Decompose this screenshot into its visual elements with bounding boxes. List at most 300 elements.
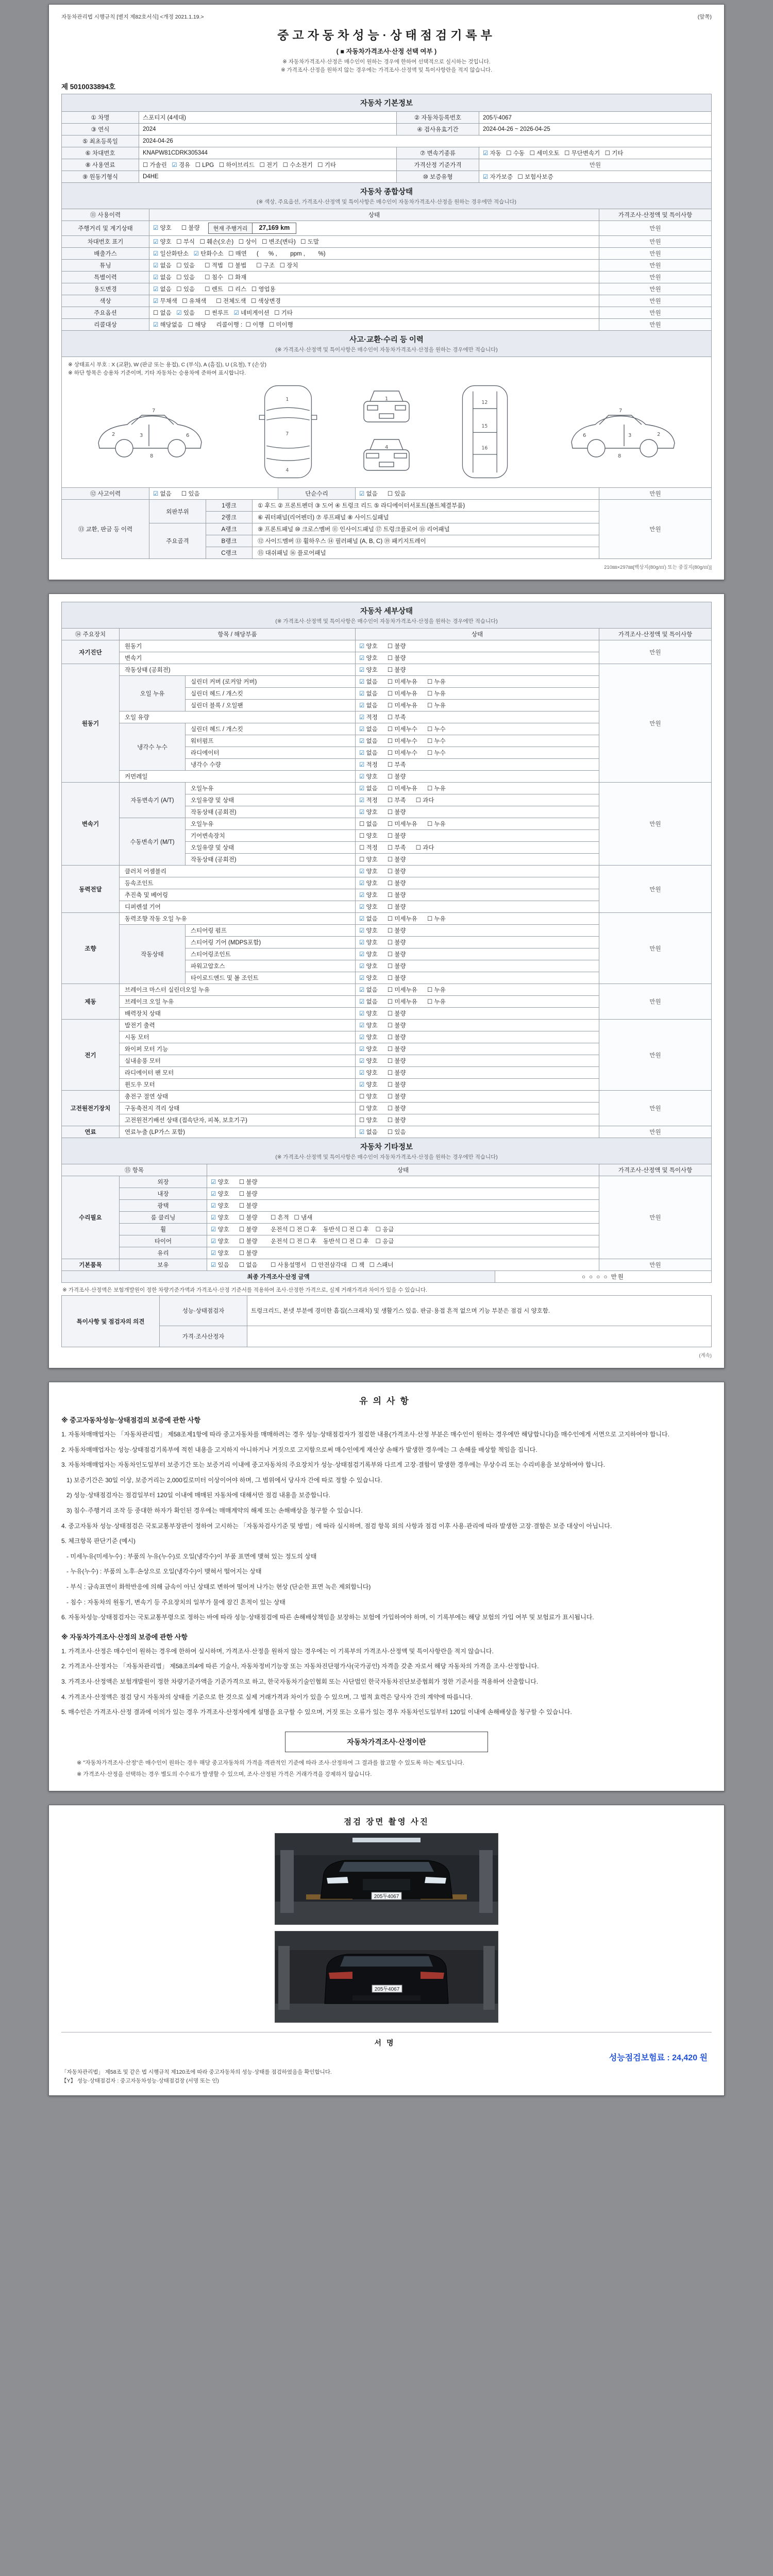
notice-paragraph: 2. 자동차매매업자는 성능·상태점검기록부에 적힌 내용을 고지하지 아니하거나 거짓으로 고지함으로써 매수인에게 재산상 손해가 발생한 경우에는 그 손해를 배상할 책임을 집니다. [61,1446,537,1453]
detail-title-note: (※ 가격조사·산정액 및 특이사항은 매수인이 자동차가격조사·산정을 원하는 경우에만 적습니다) [275,618,498,625]
inspection-insurance-premium: 성능점검보험료 : 24,420 원 [609,2054,708,2063]
detail-item: 윈도우 모터 [120,1079,356,1091]
inspection-photos-title: 점검 장면 촬영 사진 [344,1818,429,1827]
detail-item: 클러치 어셈블리 [120,866,356,877]
notice-paragraph: 3) 침수·주행거리 조작 등 중대한 하자가 확인된 경우에는 매매계약의 해제 또는 손해배상을 청구할 수 있습니다. [61,1507,363,1514]
vin-value: KNAPW81CDRK305344 [139,147,397,159]
mileage-row-label: 주행거리 및 계기상태 [62,221,149,235]
detail-status: ☑ 양호 ☐ 불량 [356,806,599,818]
signature-legal-line-2: 【Y】 성능·상태점검자 : 중고자동차성능·상태점검장 (서명 또는 인) [61,2078,219,2084]
vin-mark-status: ☑ 양호 ☐ 부식 ☐ 훼손(오손) ☐ 상이 ☐ 변조(변타) ☐ 도말 [149,235,599,247]
detail-price: 만원 [599,866,711,913]
base-price-label: 가격산정 기준가격 [397,159,479,171]
notice-paragraph: 5. 매수인은 가격조사·산정 결과에 이의가 있는 경우 가격조사·산정자에게 설명을 요구할 수 있으며, 거짓 또는 오류가 있는 경우 자동차인도일부터 120일 이내에 손해배상을 청구할 수 있습니다. [61,1708,572,1716]
appraiser-label: 가격·조사산정자 [160,1326,247,1347]
basic-items-price: 만원 [599,1259,712,1271]
svg-text:15: 15 [481,423,488,430]
detail-item: 라디에이터 [186,747,356,759]
accident-title-note: (※ 가격조사·산정액 및 특이사항은 매수인이 자동차가격조사·산정을 원하는 경우에만 적습니다) [275,346,498,353]
document-page [48,0,725,2096]
detail-status: ☑ 양호 ☐ 불량 [356,1020,599,1031]
notice-paragraph: 1. 자동차매매업자는 「자동차관리법」 제58조제1항에 따라 중고자동차를 매매하려는 경우 성능·상태점검자가 점검한 내용(가격조사·산정 부분은 매수인이 원하는 경우에만 해당합니다)을 매수인에게 서면으로 고지하여야 합니다. [61,1431,669,1438]
detail-col-price: 가격조사·산정액 및 특이사항 [599,629,711,640]
extra-info-table [61,1138,712,1271]
detail-item: 충전구 절연 상태 [120,1091,356,1103]
rank1-label: 1랭크 [206,500,253,512]
main-option-status: ☐ 없음 ☑ 있음 ☐ 썬루프 ☑ 네비게이션 ☐ 기타 [149,307,599,318]
steering-work-label: 작동상태 [120,925,186,984]
svg-text:7: 7 [285,431,289,437]
extra-status: ☑ 양호 ☐ 불량 [207,1176,599,1188]
usage-change-status: ☑ 없음 ☐ 있음 ☐ 렌트 ☐ 리스 ☐ 영업용 [149,283,599,295]
inspection-photo-front [275,1833,498,1925]
extra-item: 휠 [120,1224,207,1235]
simple-repair-label: 단순수리 [278,488,356,500]
extra-status: ☑ 양호 ☐ 불량 ☐ 흔적 ☐ 냄새 [207,1212,599,1224]
current-mileage-value: 27,169 km [259,224,290,231]
notice-paragraph: 4. 중고자동차 성능·상태점검은 국토교통부장관이 정하여 고시하는 「자동차검사기준 및 방법」에 따라 실시하며, 점검 항목 외의 사항과 점검 이후 사용·관리에 따라 발생한 고장·결함은 보증 대상이 아닙니다. [61,1522,612,1530]
detail-item: 오일유량 및 상태 [186,842,356,854]
tuning-label: 튜닝 [62,259,149,271]
rankC-label: C랭크 [206,547,253,559]
final-price-label: 최종 가격조사·산정 금액 [62,1271,495,1283]
extra-col-status: 상태 [207,1164,599,1176]
svg-text:6: 6 [186,433,190,439]
vin-mark-label: 차대번호 표기 [62,235,149,247]
detail-item: 디퍼렌셜 기어 [120,901,356,913]
special-history-label: 특별이력 [62,271,149,283]
paper-spec: 210㎜×297㎜[백상지(80g/㎡) 또는 중질지(80g/㎡)] [604,565,712,571]
reg-no-label: ② 자동차등록번호 [397,111,479,123]
status-code-legend-2: ※ 하단 항목은 승용차 기준이며, 기타 자동차는 승용차에 준하여 표시합니다. [68,369,246,376]
notice-paragraph: 3. 가격조사·산정액은 보험개발원이 정한 차량기준가액을 기준가격으로 하고, 한국자동차기술인협회 또는 사단법인 한국자동차진단보증협회가 정한 기준서를 적용하여 산출합니다. [61,1677,539,1685]
car-diagram-side-right [556,396,685,468]
detail-item: 냉각수 수량 [186,759,356,771]
special-history-price: 만원 [599,271,712,283]
detail-col-status: 상태 [356,629,599,640]
svg-text:2: 2 [657,432,661,438]
usage-change-price: 만원 [599,283,712,295]
overall-condition-table [61,182,712,331]
rankB-items: ⑫ 사이드멤버 ⑬ 휠하우스 ⑭ 필러패널 (A, B, C) ⑲ 패키지트레이 [253,535,599,547]
detail-status: ☑ 양호 ☐ 불량 [356,664,599,676]
detail-title-text: 자동차 세부상태 [360,607,413,616]
extra-title-text: 자동차 기타정보 [360,1143,413,1152]
detail-status: ☑ 양호 ☐ 불량 [356,925,599,937]
basic-items-group: 기본품목 [62,1259,120,1271]
final-price-note: ※ 가격조사·산정액은 보험개발원이 정한 차량기준가액과 가격조사·산정 기준서를 적용하여 조사·산정한 가격으로, 실제 거래가격과 차이가 있을 수 있습니다. [62,1287,427,1294]
exchange-history-table [61,499,712,559]
simple-repair-status: ☑ 없음 ☐ 있음 [356,488,599,500]
detail-item: 변속기 [120,652,356,664]
detail-price: 만원 [599,664,711,783]
rankA-label: A랭크 [206,523,253,535]
exchange-history-price: 만원 [599,500,712,559]
notice-paragraph: 2. 가격조사·산정자는 「자동차관리법」 제58조의4에 따른 기술사, 자동차정비기능장 또는 자동차진단평가사(국가공인) 자격을 갖춘 자로서 해당 자동차의 가격을 조사·산정합니다. [61,1663,539,1670]
detail-status: ☑ 없음 ☐ 미세누수 ☐ 누수 [356,723,599,735]
extra-col-price: 가격조사·산정액 및 특이사항 [599,1164,712,1176]
at-label: 자동변속기 (A/T) [120,783,186,818]
model-year-label: ③ 연식 [62,123,139,135]
detail-status: ☐ 양호 ☐ 불량 [356,854,599,866]
base-price-value: 만원 [479,159,712,171]
photo-rear-plate: 205두4067 [374,1987,400,1993]
basic-items-label: 보유 [120,1259,207,1271]
price-survey-definition-box: 자동차가격조사·산정이란 [285,1732,488,1752]
form-reference: 자동차관리법 시행규칙 [별지 제82호서식] <개정 2021.1.19.> [61,14,204,20]
svg-text:7: 7 [619,408,623,414]
detail-status: ☑ 없음 ☐ 미세누유 ☐ 누유 [356,688,599,700]
detail-item: 동력조향 작동 오일 누유 [120,913,356,925]
overall-col-price: 가격조사·산정액 및 특이사항 [599,209,712,221]
price-survey-definition-line: ※ "자동차가격조사·산정"은 매수인이 원하는 경우 해당 중고자동차의 가격을 객관적인 기준에 따라 조사·산정하여 그 결과를 참고할 수 있도록 하는 제도입니다. [77,1759,464,1766]
vin-label: ⑥ 차대번호 [62,147,139,159]
inspection-period-value: 2024-04-26 ~ 2026-04-25 [479,123,712,135]
detail-status: ☑ 양호 ☐ 불량 [356,1067,599,1079]
main-option-price: 만원 [599,307,712,318]
overall-section-title [62,182,712,209]
notice-paragraph: 1. 가격조사·산정은 매수인이 원하는 경우에 한하여 실시하며, 가격조사·산정을 원하지 않는 경우에는 이 기록부의 가격조사·산정액 및 특이사항란을 적지 않습니다. [61,1647,494,1655]
final-price-table [61,1270,712,1283]
notice-paragraph: 4. 가격조사·산정액은 점검 당시 자동차의 상태를 기준으로 한 것으로 실제 거래가격과 차이가 있을 수 있으며, 그 법적 효력은 당사자 간의 계약에 따릅니다. [61,1693,473,1701]
detail-item: 커먼레일 [120,771,356,783]
detail-item: 원동기 [120,640,356,652]
extra-status: ☑ 양호 ☐ 불량 운전석 ☐ 전 ☐ 후 동반석 ☐ 전 ☐ 후 ☐ 응급 [207,1235,599,1247]
status-code-legend-1: ※ 상태표시 부호 : X (교환), W (판금 또는 용접), C (부식), A (흠집), U (요철), T (손상) [68,361,266,368]
extra-status: ☑ 양호 ☐ 불량 운전석 ☐ 전 ☐ 후 동반석 ☐ 전 ☐ 후 ☐ 응급 [207,1224,599,1235]
device-group-electric: 전기 [62,1020,120,1091]
basic-items-status: ☑ 있음 ☐ 없음 ☐ 사용설명서 ☐ 안전삼각대 ☐ 잭 ☐ 스패너 [207,1259,599,1271]
detail-item: 워터펌프 [186,735,356,747]
device-group-fuel: 연료 [62,1126,120,1138]
accident-history-price: 만원 [599,488,712,500]
engine-oil-leak-label: 오일 누유 [120,676,186,711]
detail-item: 파워고압호스 [186,960,356,972]
svg-text:1: 1 [384,396,389,402]
device-group-high-voltage: 고전원전기장치 [62,1091,120,1126]
svg-text:4: 4 [285,467,289,473]
accident-section-title [62,330,712,357]
transmission-type-checks: ☑ 자동 ☐ 수동 ☐ 세미오토 ☐ 무단변속기 ☐ 기타 [479,147,712,159]
main-frame-label: 주요골격 [149,523,206,559]
detail-item: 배력장치 상태 [120,1008,356,1020]
signature-title: 서명 [374,2039,399,2047]
detail-item: 브레이크 오일 누유 [120,996,356,1008]
detail-status: ☑ 양호 ☐ 불량 [356,937,599,948]
detail-condition-table [61,602,712,1138]
detail-status: ☑ 양호 ☐ 불량 [356,1008,599,1020]
engine-type-value: D4HE [139,171,397,182]
continue-marker: (계속) [699,1353,712,1359]
panel-detail-condition [48,594,725,1368]
rankA-items: ⑨ 프론트패널 ⑩ 크로스멤버 ⑪ 인사이드패널 ⑰ 트렁크플로어 ⑱ 리어패널 [253,523,599,535]
color-label: 색상 [62,295,149,307]
detail-item: 등속조인트 [120,877,356,889]
notice-paragraph: - 부식 : 금속표면이 화학반응에 의해 금속이 아닌 상태로 변하여 떨어져 나가는 현상 (단순한 표면 녹은 제외합니다) [61,1583,371,1590]
extra-title-note: (※ 가격조사·산정액 및 특이사항은 매수인이 자동차가격조사·산정을 원하는 경우에만 적습니다) [275,1154,498,1161]
detail-item: 타이로드엔드 및 볼 조인트 [186,972,356,984]
usage-change-label: 용도변경 [62,283,149,295]
recall-price: 만원 [599,318,712,330]
price-survey-select-subtitle: ( ■ 자동차가격조사·산정 선택 여부 ) [336,48,437,55]
notice-paragraph: 6. 자동차성능·상태점검자는 국토교통부령으로 정하는 바에 따라 성능·상태점검에 따른 손해배상책임을 보장하는 보험에 가입하여야 하며, 이 기록부에는 해당 보험의 가입 여부 및 보험료가 표시됩니다. [61,1614,594,1621]
detail-item: 오일누유 [186,818,356,830]
detail-price: 만원 [599,783,711,866]
detail-item: 스티어링 펌프 [186,925,356,937]
extra-item: 룸 클리닝 [120,1212,207,1224]
detail-item: 추진축 및 베어링 [120,889,356,901]
detail-status: ☑ 적정 ☐ 부족 [356,759,599,771]
detail-item: 기어변속장치 [186,830,356,842]
overall-title-note: (※ 색상, 주요옵션, 가격조사·산정액 및 특이사항은 매수인이 자동차가격조사·산정을 원하는 경우에만 적습니다) [256,198,517,205]
extra-item: 타이어 [120,1235,207,1247]
detail-status: ☑ 양호 ☐ 불량 [356,771,599,783]
transmission-type-label: ⑦ 변속기종류 [397,147,479,159]
first-registration-label: ⑤ 최초등록일 [62,135,139,147]
notice-paragraph: 1) 보증기간은 30일 이상, 보증거리는 2,000킬로미터 이상이어야 하며, 그 범위에서 당사자 간에 따로 정할 수 있습니다. [61,1476,382,1484]
car-diagram-underbody [453,383,516,481]
detail-price: 만원 [599,640,711,664]
color-status: ☑ 무채색 ☐ 유채색 ☐ 전체도색 ☐ 색상변경 [149,295,599,307]
engine-coolant-label: 냉각수 누수 [120,723,186,771]
fuel-type-label: ⑧ 사용연료 [62,159,139,171]
detail-item: 실린더 헤드 / 개스킷 [186,723,356,735]
extra-item: 광택 [120,1200,207,1212]
detail-status: ☑ 없음 ☐ 미세누유 ☐ 누유 [356,913,599,925]
svg-text:4: 4 [384,445,389,451]
detail-status: ☑ 양호 ☐ 불량 [356,960,599,972]
rank2-items: ⑥ 쿼터패널(리어펜더) ⑦ 루프패널 ⑧ 사이드실패널 [253,512,599,523]
inspection-period-label: ④ 검사유효기간 [397,123,479,135]
detail-status: ☐ 없음 ☐ 미세누유 ☐ 누유 [356,818,599,830]
notice-section1-title: ※ 중고자동차성능·상태점검의 보증에 관한 사항 [61,1416,201,1425]
basic-info-title-text: 자동차 기본정보 [360,99,413,108]
detail-status: ☐ 양호 ☐ 불량 [356,830,599,842]
detail-item: 실린더 블록 / 오일팬 [186,700,356,711]
extra-item: 유리 [120,1247,207,1259]
emission-label: 배출가스 [62,247,149,259]
panel-notice [48,1382,725,1791]
accident-history-table [61,487,712,500]
basic-info-table [61,94,712,183]
notice-paragraph: - 침수 : 자동차의 원동기, 변속기 등 주요장치의 일부가 물에 잠긴 흔적이 있는 상태 [61,1598,285,1606]
extra-status: ☑ 양호 ☐ 불량 [207,1188,599,1200]
detail-status: ☐ 양호 ☐ 불량 [356,1103,599,1114]
inspector-opinion-text: 트렁크리드, 본넷 부분에 경미한 흠집(스크래치) 및 생활기스 있음. 판금·용접 흔적 없으며 기능 부분은 점검 시 양호함. [247,1296,712,1326]
detail-status: ☑ 양호 ☐ 불량 [356,972,599,984]
emission-status: ☑ 일산화탄소 ☑ 탄화수소 ☐ 매연 ( % , ppm , %) [149,247,599,259]
repair-need-group: 수리필요 [62,1176,120,1259]
recall-label: 리콜대상 [62,318,149,330]
accident-diagram-area [61,357,712,488]
detail-item: 연료누출 (LP가스 포함) [120,1126,356,1138]
rank2-label: 2랭크 [206,512,253,523]
vin-mark-price: 만원 [599,235,712,247]
svg-text:12: 12 [481,399,488,405]
emission-price: 만원 [599,247,712,259]
svg-text:16: 16 [481,445,488,451]
main-option-label: 주요옵션 [62,307,149,318]
overall-col-item: ⑪ 사용이력 [62,209,149,221]
notice-paragraph: 2) 성능·상태점검자는 점검일부터 120일 이내에 매매된 자동차에 대해서만 점검 내용을 보증합니다. [61,1492,330,1499]
reg-no-value: 205두4067 [479,111,712,123]
detail-item: 작동상태 (공회전) [186,854,356,866]
detail-item: 라디에이터 팬 모터 [120,1067,356,1079]
notice-section2-title: ※ 자동차가격조사·산정의 보증에 관한 사항 [61,1633,188,1641]
mileage-row-price: 만원 [599,221,712,235]
detail-status: ☑ 양호 ☐ 불량 [356,866,599,877]
detail-col-item: 항목 / 해당부품 [120,629,356,640]
extra-status: ☑ 양호 ☐ 불량 [207,1247,599,1259]
detail-status: ☑ 양호 ☐ 불량 [356,889,599,901]
rankC-items: ⑮ 대쉬패널 ⑯ 플로어패널 [253,547,599,559]
photo-front-plate: 205두4067 [374,1894,399,1900]
special-history-status: ☑ 없음 ☐ 있음 ☐ 침수 ☐ 화재 [149,271,599,283]
document-number: 제 5010033894호 [61,82,115,91]
extra-item: 내장 [120,1188,207,1200]
device-group-powertrain: 동력전달 [62,866,120,913]
svg-text:8: 8 [618,453,621,460]
accident-history-status: ☑ 없음 ☐ 있음 [149,488,278,500]
detail-price: 만원 [599,1126,711,1138]
detail-status: ☑ 없음 ☐ 미세누유 ☐ 누유 [356,783,599,794]
detail-item: 시동 모터 [120,1031,356,1043]
svg-text:6: 6 [583,433,586,439]
detail-status: ☑ 양호 ☐ 불량 [356,652,599,664]
detail-item: 실린더 커버 (로커암 커버) [186,676,356,688]
first-registration-value: 2024-04-26 [139,135,712,147]
detail-status: ☑ 없음 ☐ 미세누수 ☐ 누수 [356,735,599,747]
detail-status: ☑ 없음 ☐ 있음 [356,1126,599,1138]
detail-price: 만원 [599,1020,711,1091]
detail-status: ☑ 양호 ☐ 불량 [356,640,599,652]
inspector-opinion-table [61,1295,712,1347]
color-price: 만원 [599,295,712,307]
price-survey-definition-line: ※ 가격조사·산정을 선택하는 경우 별도의 수수료가 발생할 수 있으며, 조사·산정된 가격은 거래가격을 강제하지 않습니다. [77,1771,372,1778]
extra-item: 외장 [120,1176,207,1188]
signature-legal-line-1: 「자동차관리법」 제58조 및 같은 법 시행규칙 제120조에 따라 중고자동차의 성능·상태를 점검하였음을 확인합니다. [61,2069,332,2076]
notice-paragraph: - 미세누유(미세누수) : 부품의 누유(누수)로 오일(냉각수)이 부품 표면에 맺혀 있는 정도의 상태 [61,1552,317,1560]
detail-item: 스티어링 기어 (MDPS포함) [186,937,356,948]
warranty-type-checks: ☑ 자가보증 ☐ 보험사보증 [479,171,712,182]
detail-item: 실린더 헤드 / 개스킷 [186,688,356,700]
detail-section-title [62,602,712,629]
detail-item: 발전기 출력 [120,1020,356,1031]
detail-status: ☐ 양호 ☐ 불량 [356,1114,599,1126]
detail-item: 오일누유 [186,783,356,794]
final-price-value: ○ ○ ○ ○ 만원 [495,1271,712,1283]
detail-status: ☑ 양호 ☐ 불량 [356,1055,599,1067]
exchange-history-label: ⑬ 교환, 판금 등 이력 [62,500,149,559]
extra-col-item: ⑮ 항목 [62,1164,207,1176]
outer-panel-label: 외판부위 [149,500,206,523]
detail-status: ☑ 양호 ☐ 불량 [356,1043,599,1055]
document-title: 중고자동차성능·상태점검기록부 [277,28,496,42]
page-side-marker: (앞쪽) [697,14,712,20]
accident-history-label: ⑫ 사고이력 [62,488,149,500]
svg-text:7: 7 [152,408,156,414]
extra-status: ☑ 양호 ☐ 불량 [207,1200,599,1212]
model-year-value: 2024 [139,123,397,135]
car-diagram-front-rear [360,386,413,478]
detail-item: 고전원전기배선 상태 (접속단자, 피복, 보호기구) [120,1114,356,1126]
notice-paragraph: 5. 체크항목 판단기준 (예시) [61,1537,136,1545]
panel-photos-sign [48,1805,725,2096]
inspection-photo-rear [275,1931,498,2023]
notice-paragraph: 3. 자동차매매업자는 자동차인도일부터 보증기간 또는 보증거리 이내에 중고자동차의 주요장치가 성능·상태점검기록부와 다르게 고장·결함이 발생한 경우에는 무상수리 또는 수리비용을 보상하여야 합니다. [61,1461,606,1469]
warranty-type-label: ⑩ 보증유형 [397,171,479,182]
extra-price: 만원 [599,1176,712,1259]
device-group-transmission: 변속기 [62,783,120,866]
detail-status: ☑ 없음 ☐ 미세누유 ☐ 누유 [356,996,599,1008]
rank1-items: ① 후드 ② 프론트펜더 ③ 도어 ④ 트렁크 리드 ⑤ 라디에이터서포트(볼트체결부품) [253,500,599,512]
detail-status: ☑ 양호 ☐ 불량 [356,901,599,913]
engine-type-label: ⑨ 원동기형식 [62,171,139,182]
device-group-steering: 조향 [62,913,120,984]
car-diagram-rear [360,434,413,478]
detail-status: ☑ 양호 ☐ 불량 [356,1031,599,1043]
current-mileage-label: 현재 주행거리 [209,223,253,233]
detail-price: 만원 [599,913,711,984]
mileage-status-checks: ☑ 양호 ☐ 불량 [153,225,200,231]
device-group-brake: 제동 [62,984,120,1020]
price-survey-note-2: ※ 가격조사·산정을 원하지 않는 경우에는 가격조사·산정액 및 특이사항란을 적지 않습니다. [280,66,493,73]
detail-status: ☑ 양호 ☐ 불량 [356,877,599,889]
detail-item: 오일유량 및 상태 [186,794,356,806]
inspector-label: 성능·상태점검자 [160,1296,247,1326]
detail-status: ☑ 없음 ☐ 미세누유 ☐ 누유 [356,676,599,688]
detail-status: ☑ 없음 ☐ 미세누유 ☐ 누유 [356,700,599,711]
notice-paragraph: - 누유(누수) : 부품의 노후·손상으로 오일(냉각수)이 맺혀서 떨어지는 상태 [61,1568,262,1575]
svg-text:2: 2 [111,432,115,438]
detail-item: 실내송풍 모터 [120,1055,356,1067]
detail-price: 만원 [599,1091,711,1126]
detail-status: ☐ 양호 ☐ 불량 [356,1091,599,1103]
detail-item: 오일 유량 [120,711,356,723]
mileage-row-status [149,221,599,235]
detail-status: ☑ 없음 ☐ 미세누유 ☐ 누유 [356,984,599,996]
accident-title-text: 사고·교환·수리 등 이력 [349,335,424,344]
device-group-selfdiag: 자기진단 [62,640,120,664]
detail-status: ☑ 양호 ☐ 불량 [356,1079,599,1091]
basic-info-section-title [62,94,712,111]
price-survey-note-1: ※ 자동차가격조사·산정은 매수인이 원하는 경우에 한하여 선택적으로 실시하는 것입니다. [282,59,491,65]
device-group-engine: 원동기 [62,664,120,783]
form-reference-line [61,13,712,21]
detail-status: ☐ 적정 ☐ 부족 ☐ 과다 [356,842,599,854]
svg-text:8: 8 [149,453,154,460]
detail-price: 만원 [599,984,711,1020]
detail-item: 작동상태 (공회전) [120,664,356,676]
detail-item: 브레이크 마스터 실린더오일 누유 [120,984,356,996]
opinion-section-label: 특이사항 및 점검자의 의견 [62,1296,160,1347]
overall-title-text: 자동차 종합상태 [360,188,413,196]
svg-text:3: 3 [139,433,143,439]
detail-item: 구동축전지 격리 상태 [120,1103,356,1114]
mt-label: 수동변속기 (M/T) [120,818,186,866]
detail-item: 스티어링조인트 [186,948,356,960]
overall-col-status: 상태 [149,209,599,221]
detail-status: ☑ 양호 ☐ 불량 [356,948,599,960]
vehicle-name-value: 스포티지 (4세대) [139,111,397,123]
appraiser-opinion-text [247,1326,712,1347]
current-mileage-box [208,223,297,234]
car-diagram-side-left [88,396,217,468]
car-diagram-top [257,383,320,481]
detail-status: ☑ 적정 ☐ 부족 [356,711,599,723]
detail-item: 작동상태 (공회전) [186,806,356,818]
rankB-label: B랭크 [206,535,253,547]
